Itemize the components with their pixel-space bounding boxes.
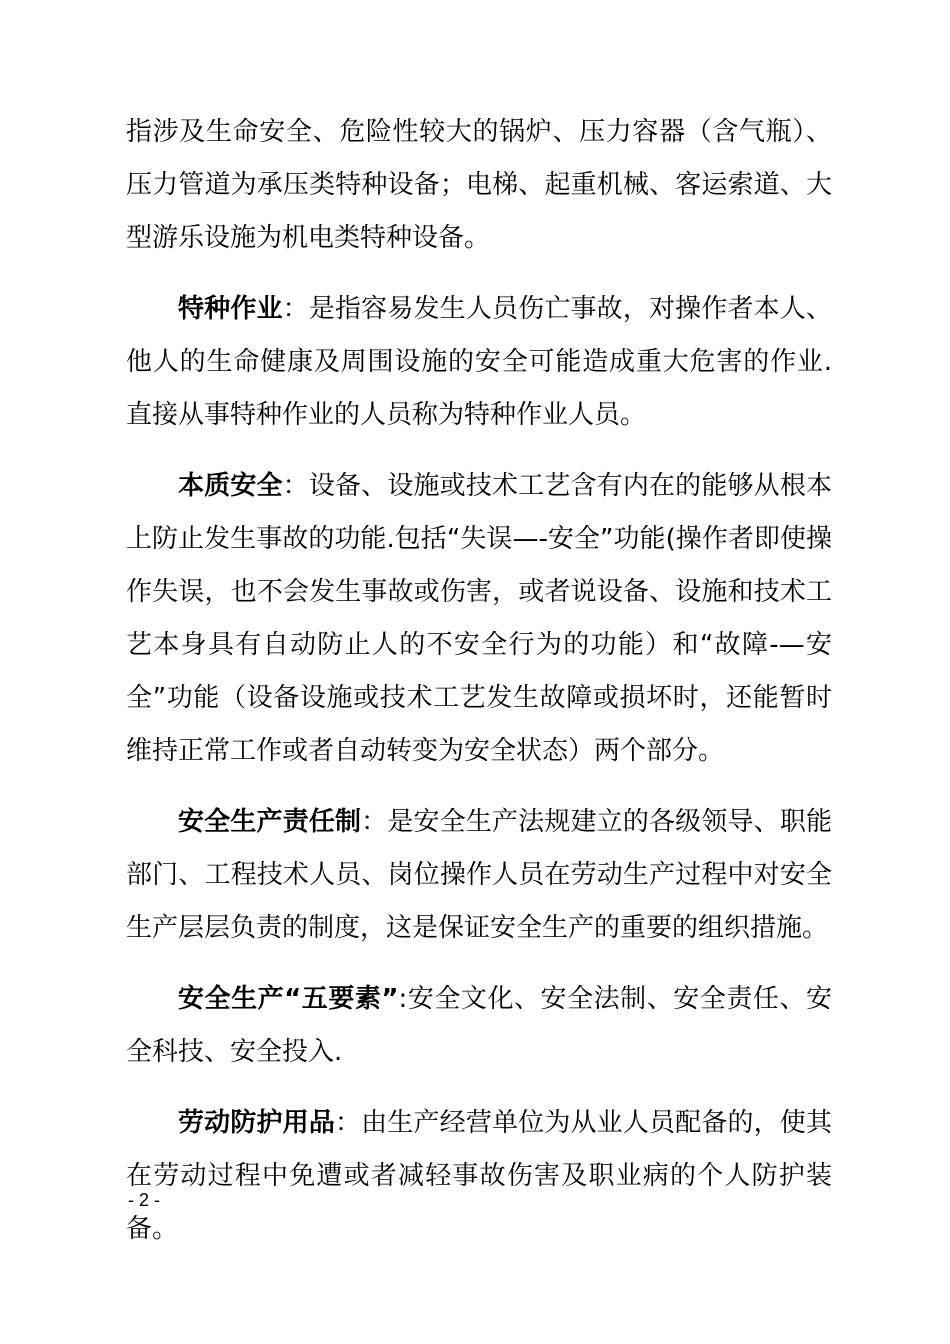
paragraph-text: 指涉及生命安全、危险性较大的锅炉、压力容器（含气瓶）、压力管道为承压类特种设备；电梯、起重机械、客运索道、大型游乐设施为机电类特种设备。 xyxy=(126,117,832,253)
paragraph-text: :安全文化、安全法制、安全责任、安全科技、安全投入. xyxy=(126,984,832,1067)
paragraph-protective-equipment xyxy=(126,1097,832,1256)
term-five-elements: 安全生产“五要素” xyxy=(178,984,399,1014)
term-special-operation: 特种作业 xyxy=(178,294,283,324)
paragraph-intrinsic-safety xyxy=(126,460,832,778)
paragraph-special-equipment-continued xyxy=(126,106,832,265)
paragraph-text: ：是指容易发生人员伤亡事故，对操作者本人、他人的生命健康及周围设施的安全可能造成重大危害的作业.直接从事特种作业的人员称为特种作业人员。 xyxy=(126,294,832,430)
page-number: - 2 - xyxy=(128,1190,161,1210)
document-body xyxy=(126,106,832,1274)
paragraph-five-elements xyxy=(126,973,832,1079)
paragraph-responsibility-system xyxy=(126,796,832,955)
paragraph-special-operation xyxy=(126,283,832,442)
paragraph-text: ：是安全生产法规建立的各级领导、职能部门、工程技术人员、岗位操作人员在劳动生产过程中对安全生产层层负责的制度，这是保证安全生产的重要的组织措施。 xyxy=(126,807,832,943)
term-intrinsic-safety: 本质安全 xyxy=(178,471,283,501)
term-protective-equipment: 劳动防护用品 xyxy=(178,1108,335,1138)
term-responsibility-system: 安全生产责任制 xyxy=(178,807,362,837)
paragraph-text: ：设备、设施或技术工艺含有内在的能够从根本上防止发生事故的功能.包括“失误—-安全”功能(操作者即使操作失误，也不会发生事故或伤害，或者说设备、设施和技术工艺本身具有自动防止人的不安全行为的功能）和“故障-—安全”功能（设备设施或技术工艺发生故障或损坏时，还能暂时维持正常工作或者自动转变为安全状态）两个部分。 xyxy=(126,471,832,766)
paragraph-text: ：由生产经营单位为从业人员配备的，使其在劳动过程中免遭或者减轻事故伤害及职业病的个人防护装备。 xyxy=(126,1108,832,1244)
